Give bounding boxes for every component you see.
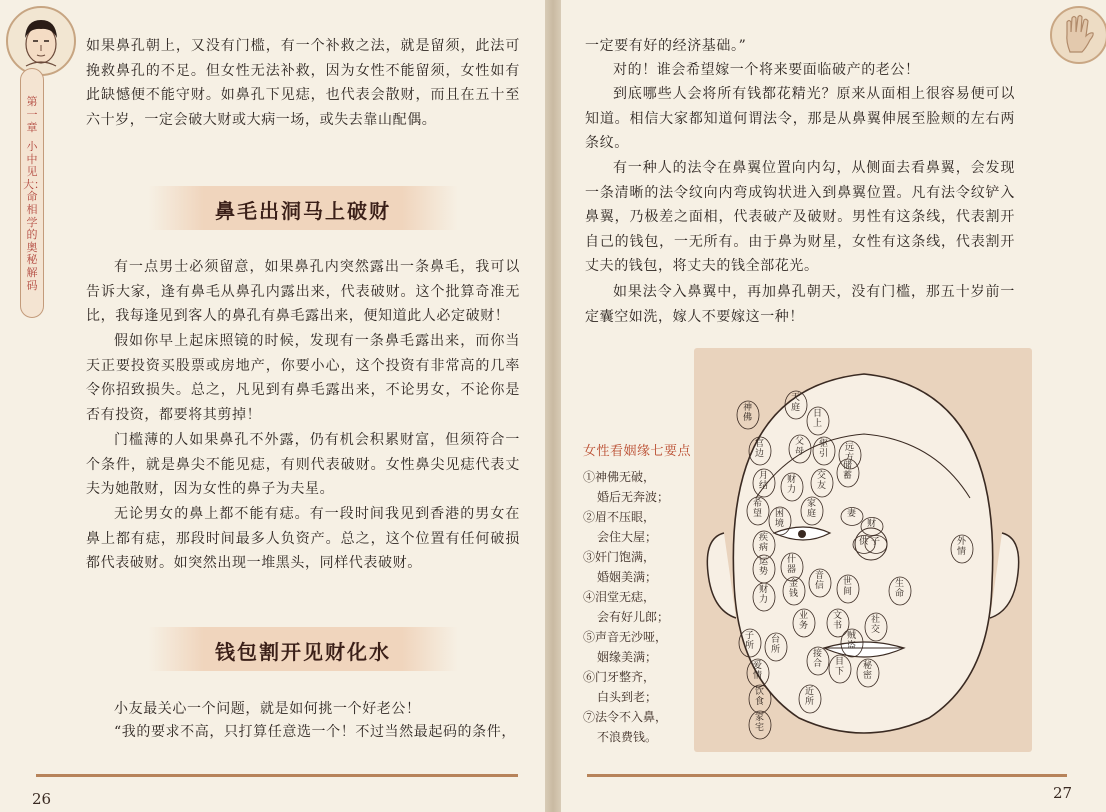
face-region-label: 外情 [957,537,967,557]
sidebar-title: 女性看姻缘七要点 [583,444,692,459]
face-region-label: 业务 [799,611,809,631]
face-region-label: 爱情 [753,661,763,681]
right-page [561,0,1106,812]
section-heading-2 [148,627,458,671]
face-region-label: 天庭 [791,393,801,413]
footer-rule [36,774,518,777]
paragraph: 假如你早上起床照镜的时候，发现有一条鼻毛露出来，而你当天正要投资买股票或房地产，你要小心，这个投资有非常高的几率令你招致损失。总之，凡见到有鼻毛露出来，不论男女，不论你是否有投资，都要将其剪掉！ [86,333,520,423]
face-region-label: 驱引 [819,439,829,459]
sidebar-item: ⑤声音无沙哑， [583,630,668,644]
sidebar-item: 婚后无奔波； [597,490,670,504]
chapter-title: 小中见大：命相学的奥秘解码 [23,140,45,292]
face-region-label: 父母 [795,437,805,457]
sidebar-item: 婚姻美满； [597,570,658,584]
face-region-label: 神佛 [743,403,753,423]
portrait-emblem [6,6,76,76]
face-region-label: 远方 [845,443,855,463]
face-region-label: 月结 [759,471,769,491]
face-region-label: 什器 [787,555,797,575]
sidebar-item: 不浪费钱。 [597,730,658,744]
sidebar-item: 会住大屋； [597,530,658,544]
paragraph: 有一点男士必须留意，如果鼻孔内突然露出一条鼻毛，我可以告诉大家，逢有鼻毛从鼻孔内露出来，代表破财。这个批算奇准无比，我每逢见到客人的鼻孔有鼻毛露出来，便知道此人必定破财！ [86,259,520,324]
book-gutter [545,0,561,812]
palm-emblem [1050,6,1106,64]
face-region-label: 金钱 [789,579,799,599]
face-region-label: 接合 [813,649,823,669]
face-region-label: 财力 [787,475,797,495]
sidebar-list [583,467,693,747]
sidebar-item: ②眉不压眼， [583,510,656,524]
face-region-label: 世间 [843,577,853,597]
face-region-label: 近所 [805,687,815,707]
face-region-label: 官边 [755,439,765,459]
page-number: 26 [32,790,52,808]
section-heading-1 [148,186,458,230]
paragraph: 对的！谁会希望嫁一个将来要面临破产的老公！ [613,62,920,78]
page-number: 27 [1053,784,1073,802]
paragraph: 到底哪些人会将所有钱都花精光？原来从面相上很容易便可以知道。相信大家都知道何谓法令，那是从鼻翼伸展至脸颊的左右两条纹。 [585,86,1015,151]
face-region-label: 社交 [871,615,881,635]
face-region-label: 交友 [817,471,827,491]
paragraph: 如果法令入鼻翼中，再加鼻孔朝天，没有门槛，那五十岁前一定囊空如洗，嫁人不要嫁这一种！ [585,284,1015,325]
face-diagram [694,348,1032,752]
sidebar-item: 会有好儿郎； [597,610,670,624]
left-page [0,0,545,812]
face-region-label: 财 [867,519,877,529]
paragraph: 一定要有好的经济基础。” [585,38,747,54]
sidebar-item: ④泪堂无痣， [583,590,656,604]
face-region-label: 希望 [753,499,763,519]
face-region-label: 供 [859,537,869,547]
face-region-label: 子所 [745,631,755,651]
palm-icon [1052,8,1106,62]
face-region-label: 运势 [759,557,769,577]
sidebar-item: ⑥门牙整齐， [583,670,656,684]
face-region-label: 困境 [775,509,785,529]
face-region-label: 财力 [759,585,769,605]
face-region-label: 目下 [835,657,845,677]
face-region-label: 贼盗 [847,631,857,651]
face-region-label: 家庭 [807,499,817,519]
paragraph: 门槛薄的人如果鼻孔不外露，仍有机会积累财富，但须符合一个条件，就是鼻尖不能见痣，有则代表破财。女性鼻尖见痣代表丈夫为她散财，因为女性的鼻子为夫星。 [86,432,520,497]
face-region-label: 台所 [771,635,781,655]
face-region-label: 饮食 [755,687,765,707]
face-region-label: 生命 [895,579,905,599]
face-region-label: 疾病 [759,533,769,553]
heading-text: 鼻毛出洞马上破财 [215,199,391,223]
sidebar-item: ⑦法令不入鼻， [583,710,668,724]
paragraph: 小友最关心一个问题，就是如何挑一个好老公！ [114,701,421,717]
face-region-label: 子 [871,537,881,547]
paragraph-intro: 如果鼻孔朝上，又没有门槛，有一个补救之法，就是留须，此法可挽救鼻孔的不足。但女性无法补救，因为女性不能留须，女性如有此缺憾便不能守财。如鼻孔下见痣，也代表会散财，而且在五十至六十岁，一定会破大财或大病一场，或失去靠山配偶。 [86,38,520,128]
marriage-tips-sidebar [583,440,693,747]
sidebar-item: 姻缘美满； [597,650,658,664]
sidebar-item: ③奸门饱满， [583,550,656,564]
face-portrait-icon [8,8,74,74]
face-region-label: 文书 [833,611,843,631]
chapter-number: 第一章 [26,95,38,134]
paragraph: “我的要求不高，只打算任意选一个！不过当然最起码的条件， [114,724,516,740]
chapter-tab [20,68,44,318]
face-region-label: 秘密 [863,661,873,681]
footer-rule [587,774,1067,777]
heading-text: 钱包割开见财化水 [215,640,391,664]
paragraph: 有一种人的法令在鼻翼位置向内勾，从侧面去看鼻翼，会发现一条清晰的法令纹向内弯成钩状进入到鼻翼位置。凡有法令纹铲入鼻翼，乃极差之面相，代表破产及破财。男性有这条线，代表割开自己的钱包，一无所有。由于鼻为财星，女性有这条线，代表割开丈夫的钱包，将丈夫的钱全部花光。 [585,160,1015,274]
sidebar-item: ①神佛无破， [583,470,656,484]
face-region-label: 家宅 [755,713,765,733]
sidebar-item: 白头到老； [597,690,658,704]
face-region-label: 日上 [813,409,823,429]
paragraph: 无论男女的鼻上都不能有痣。有一段时间我见到香港的男女在鼻上都有痣，那段时间最多人负资产。总之，这个位置有任何破损都代表破财。如突然出现一堆黑头，同样代表破财。 [86,506,520,571]
face-reading-map [694,348,1032,752]
face-region-label: 音信 [815,571,825,591]
face-region-label: 妻 [847,509,857,519]
face-region-label: 储蓄 [843,461,853,481]
